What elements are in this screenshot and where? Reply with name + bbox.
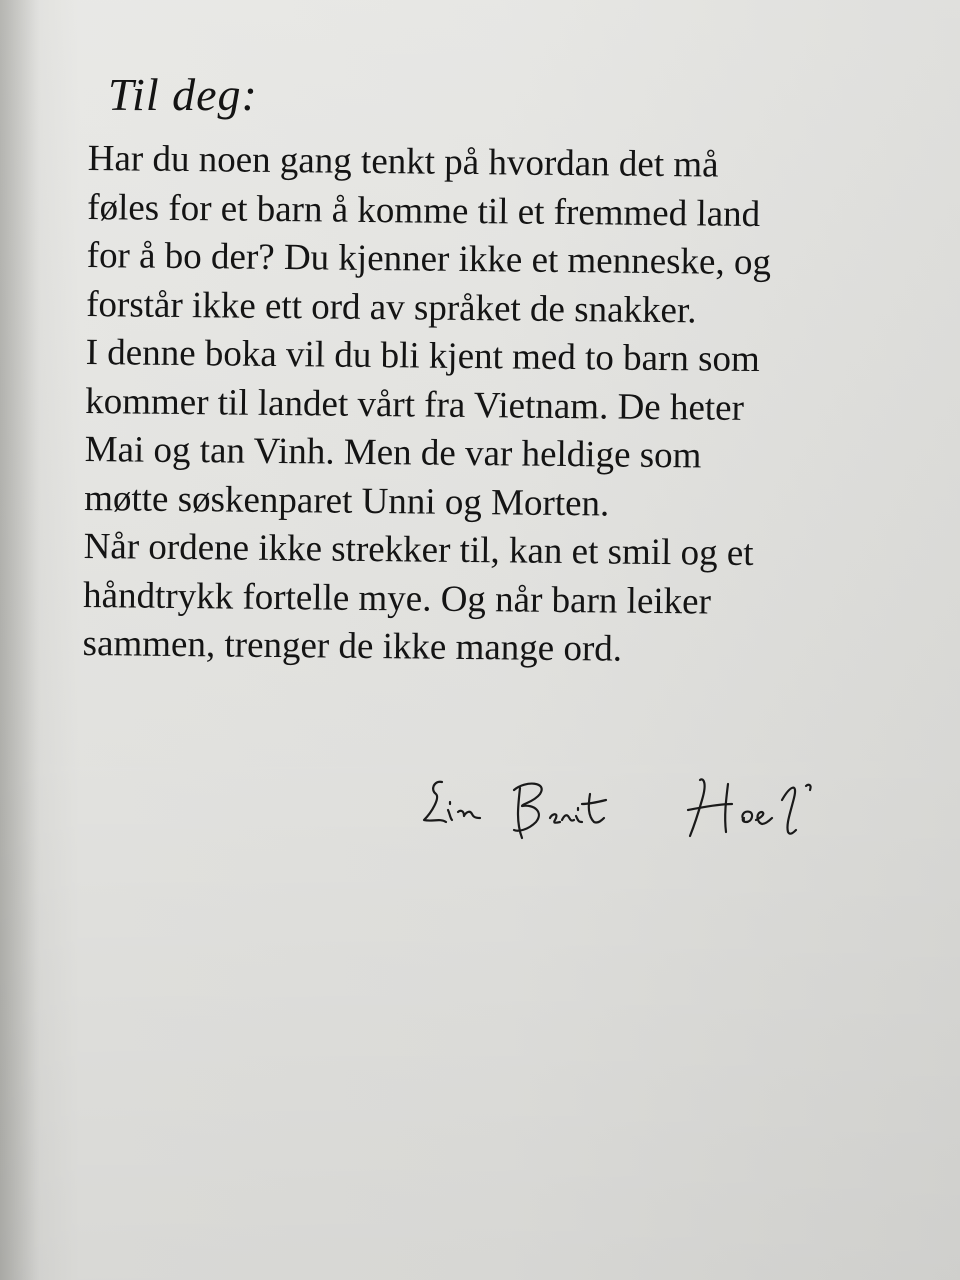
text-line: forstår ikke ett ord av språket de snakker. bbox=[86, 283, 697, 331]
text-line: føles for et barn å komme til et fremmed land bbox=[87, 186, 761, 235]
text-line: møtte søskenparet Unni og Morten. bbox=[83, 477, 610, 524]
body-text bbox=[82, 135, 908, 677]
page-heading: Til deg: bbox=[108, 69, 258, 120]
text-line: Når ordene ikke strekker til, kan et smil og et bbox=[83, 525, 754, 574]
text-line: kommer til landet vårt fra Vietnam. De heter bbox=[84, 380, 745, 429]
page-gutter-shadow bbox=[0, 0, 40, 1280]
handwritten-signature bbox=[410, 760, 830, 870]
text-line: Mai og tan Vinh. Men de var heldige som bbox=[84, 428, 702, 477]
text-line: håndtrykk fortelle mye. Og når barn leiker bbox=[82, 574, 712, 623]
text-line: Har du noen gang tenkt på hvordan det må bbox=[87, 137, 719, 186]
text-line: I denne boka vil du bli kjent med to barn som bbox=[85, 331, 760, 381]
text-line: sammen, trenger de ikke mange ord. bbox=[82, 622, 623, 670]
text-line: for å bo der? Du kjenner ikke et menneske, og bbox=[86, 234, 772, 284]
